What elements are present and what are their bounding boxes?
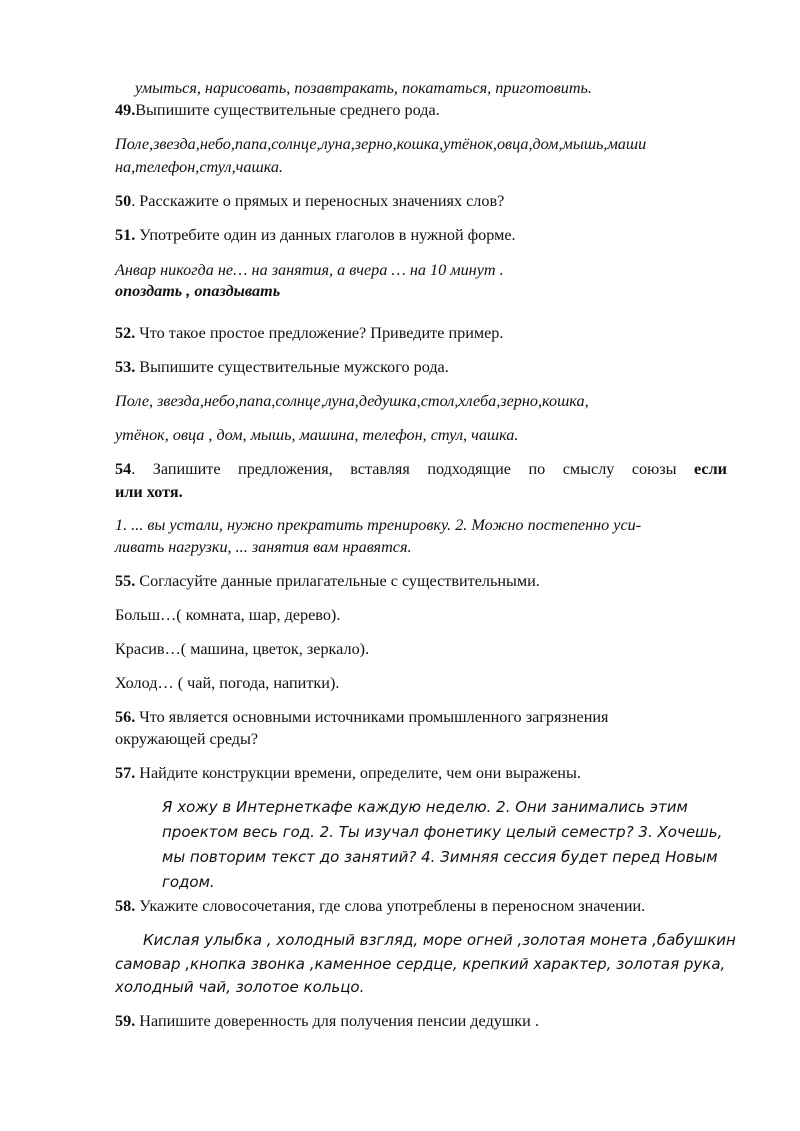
exercise-line: Кислая улыбка , холодный взгляд, море огней ,золотая монета ,бабушкин — [143, 931, 736, 949]
question-59 — [115, 1010, 539, 1032]
question-56 — [115, 706, 608, 728]
question-text: Что такое простое предложение? Приведите пример. — [135, 324, 504, 342]
exercise-line: Поле,звезда,небо,папа,солнце,луна,зерно,кошка,утёнок,овца,дом,мышь,маши — [115, 135, 647, 153]
question-52 — [115, 322, 503, 344]
exercise-line: утёнок, овца , дом, мышь, машина, телефон, стул, чашка. — [115, 426, 519, 444]
question-text: Укажите словосочетания, где слова употреблены в переносном значении. — [135, 897, 646, 915]
question-number: 51. — [115, 226, 136, 244]
question-53 — [115, 356, 449, 378]
question-number: 55. — [115, 572, 136, 590]
verb-options: опоздать , опаздывать — [115, 282, 281, 300]
question-text: Употребите один из данных глаголов в нужной форме. — [135, 226, 516, 244]
exercise-line: ливать нагрузки, ... занятия вам нравятся. — [115, 538, 412, 556]
question-number: 49. — [115, 101, 136, 119]
question-text: Что является основными источниками промышленного загрязнения — [135, 708, 609, 726]
exercise-line: Больш…( комната, шар, дерево). — [115, 606, 341, 624]
exercise-line: 1. ... вы устали, нужно прекратить тренировку. 2. Можно постепенно уси- — [115, 516, 642, 534]
question-text: Найдите конструкции времени, определите, чем они выражены. — [135, 764, 581, 782]
exercise-line: на,телефон,стул,чашка. — [115, 158, 284, 176]
exercise-line: Холод… ( чай, погода, напитки). — [115, 674, 340, 692]
question-57 — [115, 762, 581, 784]
question-text-continued: окружающей среды? — [115, 730, 259, 748]
exercise-line: Поле, звезда,небо,папа,солнце,луна,дедушка,стол,хлеба,зерно,кошка, — [115, 392, 589, 410]
question-text: Согласуйте данные прилагательные с существительными. — [135, 572, 540, 590]
question-number: 57. — [115, 764, 136, 782]
question-51 — [115, 224, 516, 246]
question-number: 52. — [115, 324, 136, 342]
question-number: 58. — [115, 897, 136, 915]
conjunction-word: если — [694, 460, 727, 478]
question-number: 53. — [115, 358, 136, 376]
exercise-line: самовар ,кнопка звонка ,каменное сердце, крепкий характер, золотая рука, — [115, 955, 726, 973]
question-49 — [115, 99, 440, 121]
conjunction-words: или хотя. — [115, 483, 183, 501]
question-number: 59. — [115, 1012, 136, 1030]
question-number: 50 — [115, 192, 132, 210]
exercise-line: годом. — [162, 873, 215, 891]
exercise-line: Я хожу в Интернеткафе каждую неделю. 2. Они занимались этим — [162, 798, 688, 816]
exercise-line: Анвар никогда не… на занятия, а вчера … на 10 минут . — [115, 261, 504, 279]
question-text: Напишите доверенность для получения пенсии дедушки . — [135, 1012, 539, 1030]
exercise-line: проектом весь год. 2. Ты изучал фонетику целый семестр? 3. Хочешь, — [162, 823, 723, 841]
question-58 — [115, 895, 645, 917]
question-50 — [115, 190, 504, 212]
exercise-line: Красив…( машина, цветок, зеркало). — [115, 640, 370, 658]
question-54 — [115, 458, 727, 480]
question-55 — [115, 570, 540, 592]
verb-list-line: умыться, нарисовать, позавтракать, покататься, приготовить. — [135, 79, 592, 97]
exercise-line: мы повторим текст до занятий? 4. Зимняя сессия будет перед Новым — [162, 848, 718, 866]
question-number: 56. — [115, 708, 136, 726]
question-text: Выпишите существительные среднего рода. — [135, 101, 440, 119]
question-text: . Запишите предложения, вставляя подходящие по смыслу союзы — [131, 460, 677, 478]
question-text: . Расскажите о прямых и переносных значениях слов? — [131, 192, 505, 210]
question-text: Выпишите существительные мужского рода. — [135, 358, 449, 376]
question-number: 54 — [115, 460, 132, 478]
exercise-line: холодный чай, золотое кольцо. — [115, 978, 365, 996]
